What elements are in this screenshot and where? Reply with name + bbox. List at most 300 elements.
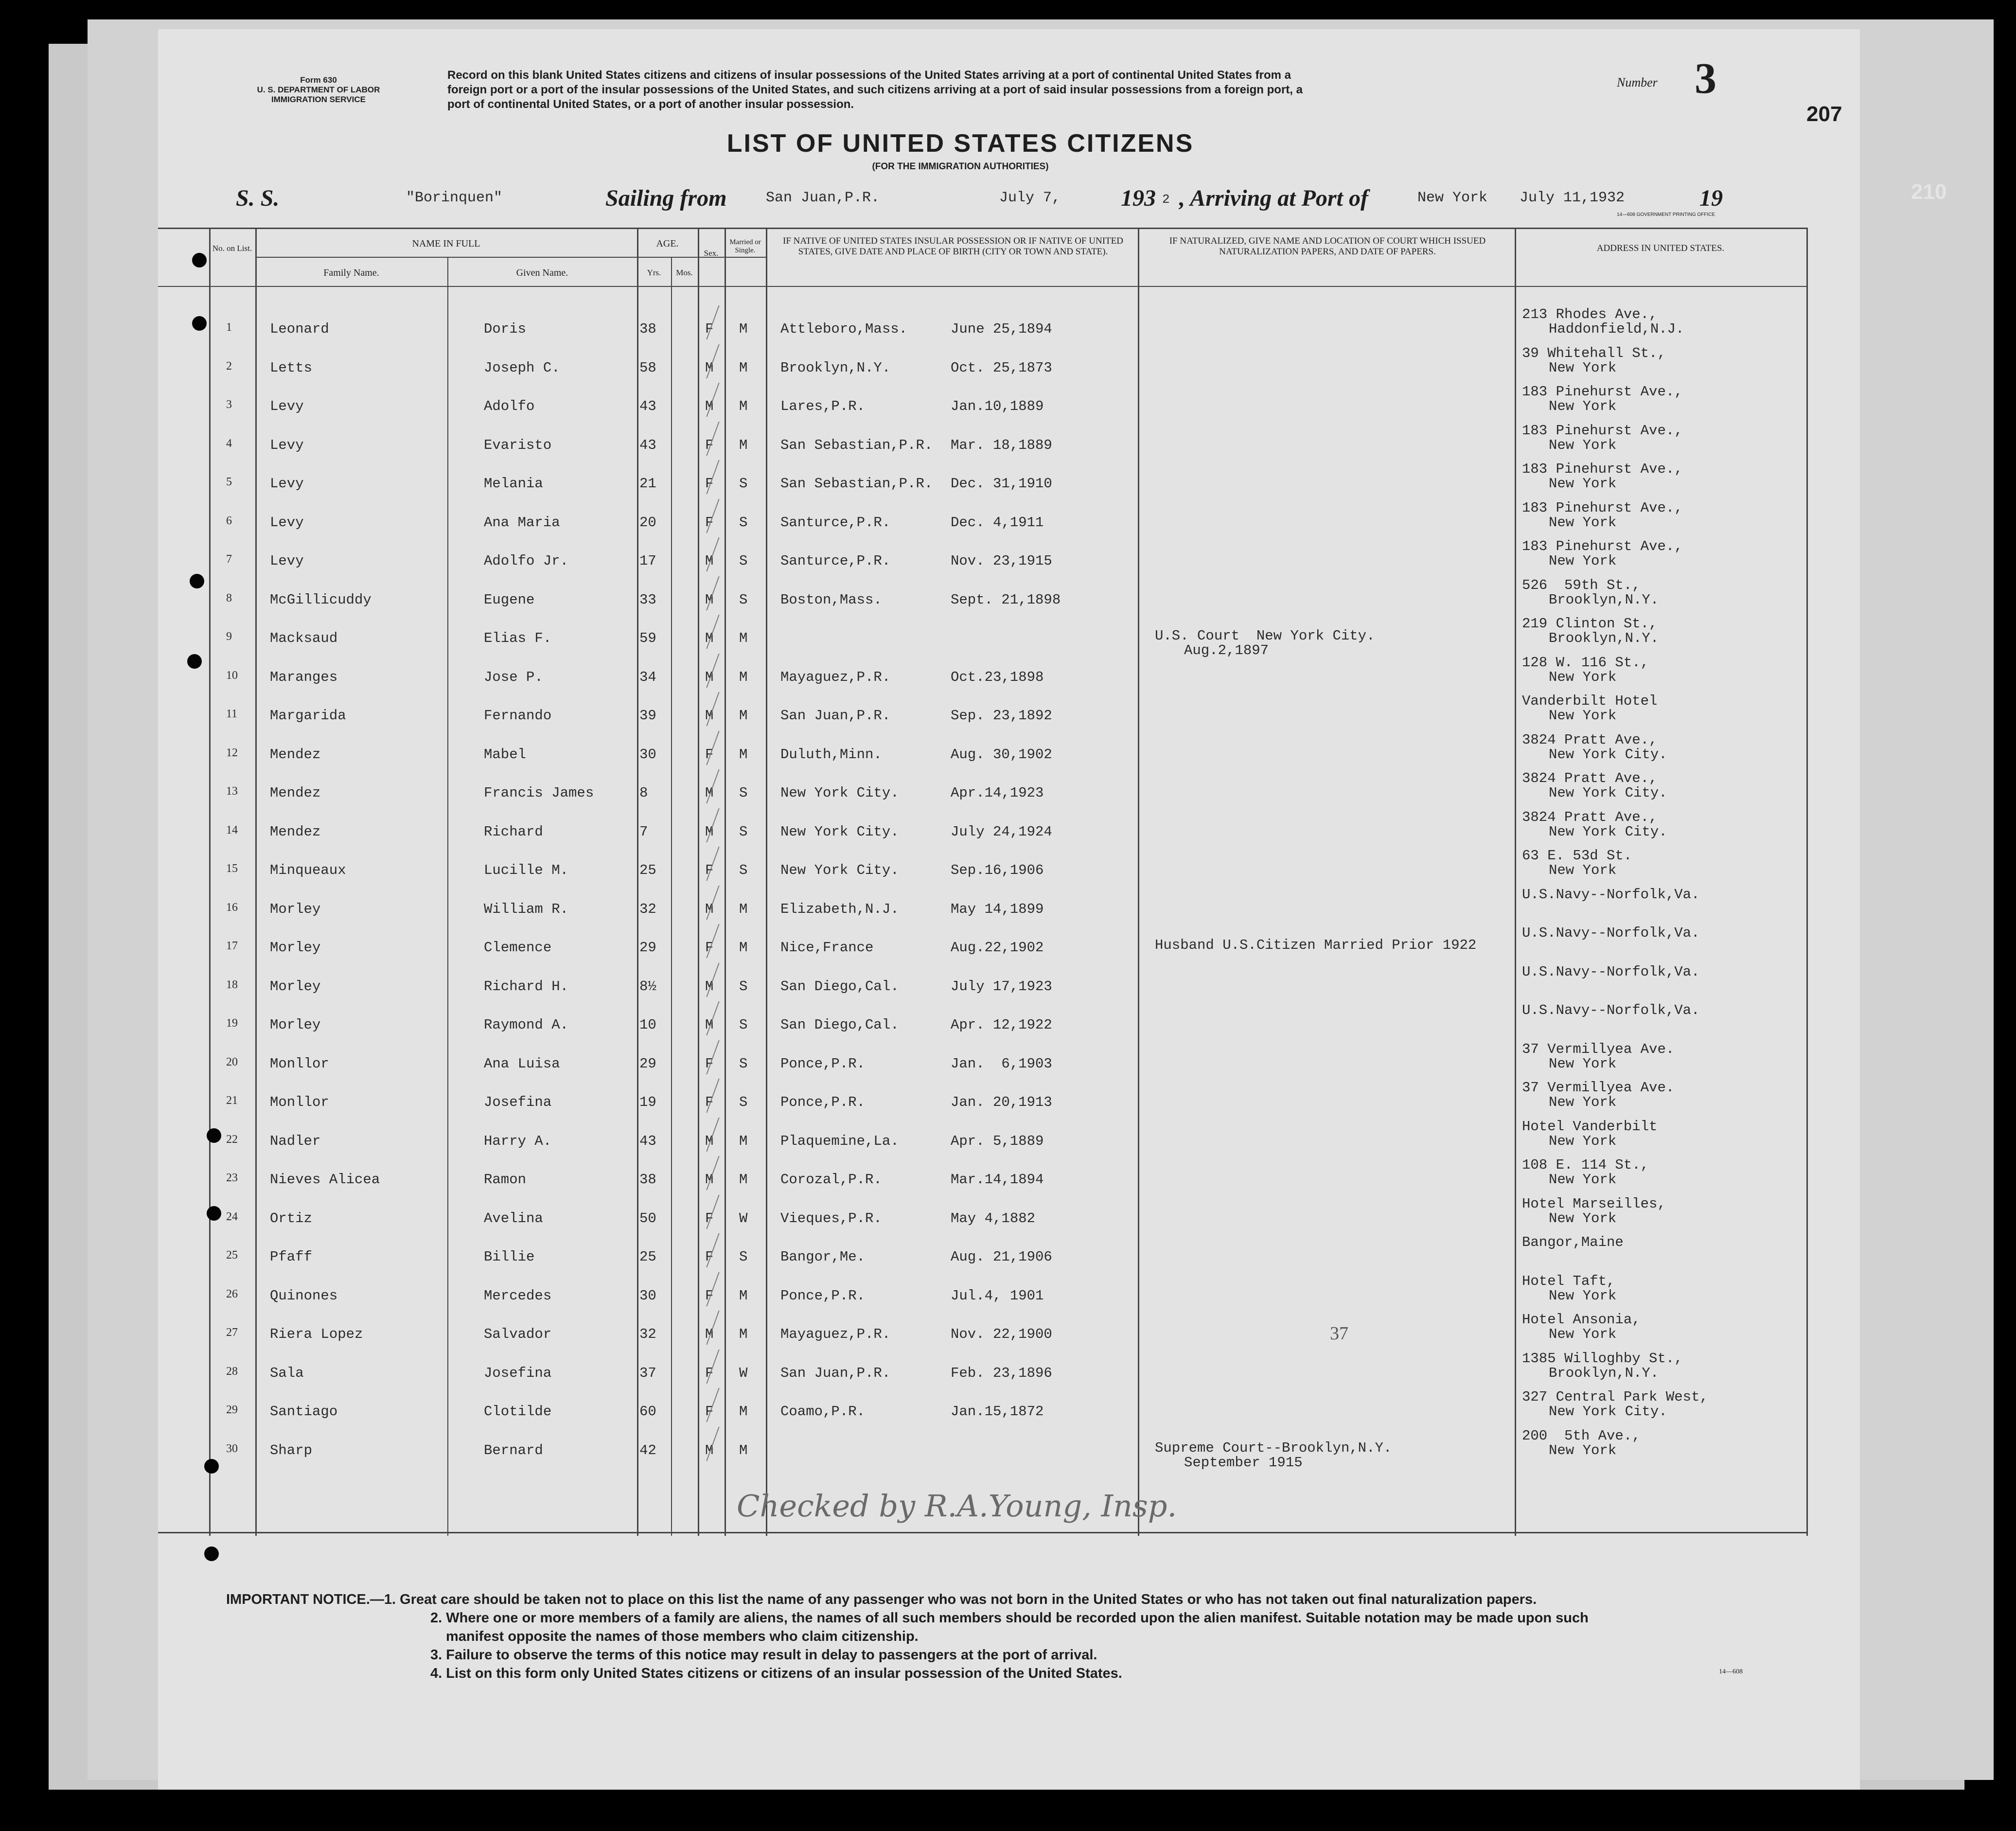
header-bottom-rule	[158, 286, 1806, 287]
sex: F	[705, 1210, 714, 1227]
given-name: Melania	[484, 476, 543, 492]
punch-hole	[190, 574, 204, 588]
address-line-1: 327 Central Park West,	[1522, 1389, 1708, 1405]
row-number: 13	[226, 785, 238, 798]
address-line-1: U.S.Navy--Norfolk,Va.	[1522, 1002, 1700, 1018]
address-line-2: New York City.	[1549, 746, 1667, 763]
row-number: 20	[226, 1055, 238, 1068]
marital-status: M	[739, 1404, 748, 1420]
marital-status: M	[739, 1442, 748, 1458]
birth-date: Jan. 6,1903	[951, 1055, 1052, 1072]
table-row	[158, 1114, 1806, 1152]
table-row	[158, 1423, 1806, 1471]
address-line-2: New York	[1549, 1094, 1617, 1110]
row-number: 26	[226, 1287, 238, 1300]
year-prefix: 193	[1121, 185, 1156, 211]
age-years: 25	[639, 1249, 656, 1265]
address-line-1: 183 Pinehurst Ave.,	[1522, 499, 1683, 516]
family-name: Mendez	[270, 785, 321, 801]
age-years: 43	[639, 1133, 656, 1149]
sex: M	[705, 708, 714, 724]
birth-place: Coamo,P.R.	[780, 1404, 866, 1420]
birth-place: Attleboro,Mass.	[780, 321, 908, 337]
birth-date: Apr. 5,1889	[951, 1133, 1044, 1149]
family-name: Mendez	[270, 746, 321, 763]
list-title: LIST OF UNITED STATES CITIZENS	[726, 129, 1194, 158]
address-line-1: Vanderbilt Hotel	[1522, 693, 1658, 709]
marital-status: M	[739, 321, 748, 337]
birth-date: Jul.4, 1901	[951, 1287, 1044, 1304]
sex: M	[705, 398, 714, 414]
given-name: William R.	[484, 901, 569, 917]
table-row	[158, 302, 1806, 339]
sex: M	[705, 1326, 714, 1342]
sex: F	[705, 746, 714, 763]
marital-status: M	[739, 940, 748, 956]
given-name: Ana Maria	[484, 514, 560, 531]
sailing-label: Sailing from	[605, 185, 727, 211]
family-name: Pfaff	[270, 1249, 313, 1265]
age-years: 33	[639, 591, 656, 608]
family-name: Morley	[270, 978, 321, 995]
address-line-2: New York	[1549, 553, 1617, 569]
address-line-1: 183 Pinehurst Ave.,	[1522, 538, 1683, 554]
age-years: 29	[639, 940, 656, 956]
instructions	[447, 68, 1721, 112]
age-years: 7	[639, 823, 648, 840]
row-number: 15	[226, 862, 238, 875]
sex: M	[705, 1017, 714, 1033]
family-name: Levy	[270, 398, 304, 414]
birth-date: Sep. 23,1892	[951, 708, 1052, 724]
marital-status: M	[739, 708, 748, 724]
list-subtitle: (FOR THE IMMIGRATION AUTHORITIES)	[872, 161, 1049, 172]
age-years: 43	[639, 398, 656, 414]
age-years: 39	[639, 708, 656, 724]
table-row	[158, 1036, 1806, 1074]
birth-date: July 24,1924	[951, 823, 1052, 840]
address-line-1: 183 Pinehurst Ave.,	[1522, 461, 1683, 477]
marital-status: M	[739, 1326, 748, 1342]
birth-date: Dec. 31,1910	[951, 476, 1052, 492]
sex: F	[705, 1365, 714, 1381]
birth-date: Apr. 12,1922	[951, 1017, 1052, 1033]
row-number: 8	[226, 591, 232, 604]
address-line-1: 219 Clinton St.,	[1522, 616, 1658, 632]
table-row	[158, 1152, 1806, 1190]
header-naturalized: IF NATURALIZED, GIVE NAME AND LOCATION OF COURT WHICH ISSUED NATURALIZATION PAPERS, AND DATE OF PAPERS.	[1169, 236, 1486, 257]
sex: M	[705, 553, 714, 569]
age-years: 17	[639, 553, 656, 569]
ship-name: "Borinquen"	[406, 190, 503, 206]
address-line-1: 128 W. 116 St.,	[1522, 654, 1649, 671]
page-number-210: 210	[1911, 180, 1947, 204]
given-name: Josefina	[484, 1365, 552, 1381]
birth-date: July 17,1923	[951, 978, 1052, 995]
birth-place: New York City.	[780, 862, 899, 878]
address-line-1: U.S.Navy--Norfolk,Va.	[1522, 886, 1700, 903]
birth-date: Nov. 23,1915	[951, 553, 1052, 569]
table-row	[158, 340, 1806, 378]
row-number: 2	[226, 359, 232, 373]
given-name: Salvador	[484, 1326, 552, 1342]
sex: F	[705, 1404, 714, 1420]
instructions-line-2: foreign port or a port of the insular possessions of the United States, and such citizens arriving at a port of said insular possessions from a foreign port, a	[447, 83, 1303, 96]
family-name: Ortiz	[270, 1210, 313, 1227]
birth-date: Nov. 22,1900	[951, 1326, 1052, 1342]
family-name: Riera Lopez	[270, 1326, 363, 1342]
header-age: AGE.	[656, 238, 679, 249]
address-line-2: New York	[1549, 1172, 1617, 1188]
address-line-1: U.S.Navy--Norfolk,Va.	[1522, 925, 1700, 941]
sailing-port: San Juan,P.R.	[766, 190, 880, 206]
birth-place: Ponce,P.R.	[780, 1287, 866, 1304]
age-years: 50	[639, 1210, 656, 1227]
sex: F	[705, 1287, 714, 1304]
row-number: 21	[226, 1094, 238, 1107]
family-name: Monllor	[270, 1055, 329, 1072]
arriving-label: , Arriving at Port of	[1179, 185, 1368, 211]
age-years: 42	[639, 1442, 656, 1458]
row-number: 19	[226, 1017, 238, 1030]
sex: F	[705, 862, 714, 878]
table-row	[158, 1307, 1806, 1345]
address-line-1: Hotel Vanderbilt	[1522, 1118, 1658, 1135]
birth-place: Santurce,P.R.	[780, 553, 891, 569]
address-line-1: U.S.Navy--Norfolk,Va.	[1522, 963, 1700, 980]
row-number: 3	[226, 398, 232, 411]
address-line-1: 183 Pinehurst Ave.,	[1522, 422, 1683, 439]
ss-label: S. S.	[236, 185, 280, 211]
family-name: Levy	[270, 514, 304, 531]
notice-item-3: 3. Failure to observe the terms of this notice may result in delay to passengers at the port of arrival.	[430, 1647, 1097, 1663]
row-number: 29	[226, 1404, 238, 1416]
marital-status: M	[739, 630, 748, 646]
sex: M	[705, 978, 714, 995]
row-number: 22	[226, 1133, 238, 1146]
address-line-1: 183 Pinehurst Ave.,	[1522, 384, 1683, 400]
given-name: Jose P.	[484, 669, 543, 685]
family-name: Quinones	[270, 1287, 338, 1304]
family-name: Sharp	[270, 1442, 313, 1458]
address-line-2: New York	[1549, 1055, 1617, 1072]
birth-place: Brooklyn,N.Y.	[780, 359, 891, 376]
row-number: 11	[226, 708, 238, 720]
sex: F	[705, 437, 714, 453]
row-number: 30	[226, 1442, 238, 1455]
birth-date: Jan.10,1889	[951, 398, 1044, 414]
address-line-1: 1385 Willoghby St.,	[1522, 1350, 1683, 1367]
table-top-rule	[158, 228, 1806, 229]
marital-status: S	[739, 862, 748, 878]
birth-date: Jan.15,1872	[951, 1404, 1044, 1420]
header-married-single: Married or Single.	[729, 238, 761, 254]
sex: F	[705, 476, 714, 492]
marital-status: M	[739, 1172, 748, 1188]
address-line-2: New York	[1549, 1287, 1617, 1304]
marital-status: M	[739, 437, 748, 453]
age-years: 34	[639, 669, 656, 685]
sex: M	[705, 785, 714, 801]
row-number: 5	[226, 476, 232, 488]
marital-status: S	[739, 591, 748, 608]
given-name: Elias F.	[484, 630, 552, 646]
table-row	[158, 765, 1806, 803]
passenger-table	[158, 302, 1806, 1532]
table-row	[158, 533, 1806, 571]
address-line-2: New York City.	[1549, 785, 1667, 801]
family-name: Mendez	[270, 823, 321, 840]
marital-status: M	[739, 1133, 748, 1149]
birth-place: Corozal,P.R.	[780, 1172, 882, 1188]
row-number: 23	[226, 1172, 238, 1184]
age-years: 60	[639, 1404, 656, 1420]
given-name: Joseph C.	[484, 359, 560, 376]
header-mos: Mos.	[676, 268, 693, 277]
marital-status: S	[739, 514, 748, 531]
notice-item-2b: manifest opposite the names of those members who claim citizenship.	[446, 1629, 919, 1644]
number-label: Number	[1617, 75, 1658, 89]
year-suffix: 2	[1162, 192, 1170, 207]
table-row	[158, 1268, 1806, 1306]
sex: F	[705, 321, 714, 337]
birth-date: Jan. 20,1913	[951, 1094, 1052, 1110]
department: U. S. DEPARTMENT OF LABOR	[257, 85, 380, 94]
form-number: Form 630	[300, 75, 337, 85]
address-line-2: New York	[1549, 708, 1617, 724]
address-line-2: New York	[1549, 437, 1617, 453]
marital-status: M	[739, 359, 748, 376]
address-line-2: New York City.	[1549, 823, 1667, 840]
family-name: Levy	[270, 553, 304, 569]
family-name: Levy	[270, 437, 304, 453]
marital-status: S	[739, 1094, 748, 1110]
table-row	[158, 688, 1806, 726]
family-name: McGillicuddy	[270, 591, 371, 608]
given-name: Mabel	[484, 746, 527, 763]
address-line-2: Brooklyn,N.Y.	[1549, 591, 1659, 608]
marital-status: S	[739, 785, 748, 801]
header-given-name: Given Name.	[516, 267, 568, 278]
table-row	[158, 418, 1806, 456]
birth-date: Mar.14,1894	[951, 1172, 1044, 1188]
age-years: 20	[639, 514, 656, 531]
address-line-2: New York	[1549, 359, 1617, 376]
given-name: Billie	[484, 1249, 535, 1265]
table-row	[158, 920, 1806, 958]
row-number: 17	[226, 940, 238, 952]
notice-item-1: 1. Great care should be taken not to place on this list the name of any passenger who was not born in the United States or who has not taken out final naturalization papers.	[384, 1592, 1537, 1607]
sex: F	[705, 1249, 714, 1265]
row-number: 4	[226, 437, 232, 450]
sex: F	[705, 940, 714, 956]
given-name: Adolfo	[484, 398, 535, 414]
age-years: 25	[639, 862, 656, 878]
given-name: Mercedes	[484, 1287, 552, 1304]
col-rule	[1806, 228, 1808, 1536]
instructions-line-1: Record on this blank United States citizens and citizens of insular possessions of the United States arriving at a port of continental United States from a	[447, 69, 1291, 82]
year-end: 19	[1699, 185, 1723, 211]
age-years: 32	[639, 901, 656, 917]
marital-status: W	[739, 1365, 748, 1381]
given-name: Eugene	[484, 591, 535, 608]
row-number: 12	[226, 746, 238, 759]
birth-place: San Juan,P.R.	[780, 1365, 891, 1381]
table-row	[158, 456, 1806, 494]
address-line-1: Bangor,Maine	[1522, 1234, 1624, 1250]
given-name: Raymond A.	[484, 1017, 569, 1033]
birth-date: Sept. 21,1898	[951, 591, 1061, 608]
table-row	[158, 1229, 1806, 1267]
naturalization-court: U.S. Court New York City.	[1155, 628, 1375, 644]
marital-status: M	[739, 398, 748, 414]
family-name: Sala	[270, 1365, 304, 1381]
sex: F	[705, 1055, 714, 1072]
birth-place: New York City.	[780, 823, 899, 840]
form-identifier	[221, 75, 416, 105]
table-row	[158, 804, 1806, 842]
table-row	[158, 379, 1806, 417]
address-line-1: 526 59th St.,	[1522, 577, 1641, 593]
given-name: Clotilde	[484, 1404, 552, 1420]
family-name: Letts	[270, 359, 313, 376]
punch-hole	[204, 1547, 219, 1561]
arrival-date: July 11,1932	[1520, 190, 1625, 206]
age-years: 8½	[639, 978, 656, 995]
sex: M	[705, 1133, 714, 1149]
header-no: No. on List.	[212, 244, 252, 253]
marital-status: M	[739, 746, 748, 763]
family-name: Monllor	[270, 1094, 329, 1110]
given-name: Clemence	[484, 940, 552, 956]
table-row	[158, 882, 1806, 920]
header-family-name: Family Name.	[323, 267, 379, 278]
important-notice	[226, 1590, 1831, 1683]
subheader-rule	[255, 257, 766, 258]
sex: F	[705, 1094, 714, 1110]
address-line-2: New York	[1549, 862, 1617, 878]
manifest-page	[158, 29, 1860, 1790]
birth-place: Boston,Mass.	[780, 591, 882, 608]
family-name: Nieves Alicea	[270, 1172, 380, 1188]
row-number: 16	[226, 901, 238, 914]
birth-place: Lares,P.R.	[780, 398, 866, 414]
instructions-line-3: port of continental United States, or a port of another insular possession.	[447, 98, 854, 111]
marital-status: W	[739, 1210, 748, 1227]
table-row	[158, 495, 1806, 533]
naturalization-date: Aug.2,1897	[1184, 642, 1269, 658]
marital-status: S	[739, 553, 748, 569]
birth-place: Ponce,P.R.	[780, 1055, 866, 1072]
birth-date: Oct.23,1898	[951, 669, 1044, 685]
address-line-1: 39 Whitehall St.,	[1522, 345, 1666, 361]
address-line-2: New York	[1549, 1133, 1617, 1149]
given-name: Ramon	[484, 1172, 527, 1188]
number-value: 3	[1695, 54, 1716, 103]
marital-status: M	[739, 669, 748, 685]
printer-mark: 14—608 GOVERNMENT PRINTING OFFICE	[1617, 212, 1715, 217]
birth-place: San Sebastian,P.R.	[780, 437, 933, 453]
birth-place: San Sebastian,P.R.	[780, 476, 933, 492]
age-years: 8	[639, 785, 648, 801]
address-line-2: New York	[1549, 669, 1617, 685]
table-row	[158, 650, 1806, 688]
age-years: 10	[639, 1017, 656, 1033]
table-row	[158, 727, 1806, 765]
address-line-2: Haddonfield,N.J.	[1549, 321, 1684, 337]
address-line-1: 37 Vermillyea Ave.	[1522, 1080, 1675, 1096]
sailing-date: July 7,	[999, 190, 1061, 206]
birth-place: Plaquemine,La.	[780, 1133, 899, 1149]
footer-code: 14—608	[1719, 1668, 1743, 1675]
header-name-in-full: NAME IN FULL	[412, 238, 480, 249]
address-line-1: Hotel Marseilles,	[1522, 1195, 1666, 1212]
given-name: Bernard	[484, 1442, 543, 1458]
sex: M	[705, 591, 714, 608]
birth-date: June 25,1894	[951, 321, 1052, 337]
row-number: 6	[226, 514, 232, 527]
birth-place: Elizabeth,N.J.	[780, 901, 899, 917]
address-line-1: 108 E. 114 St.,	[1522, 1157, 1649, 1173]
row-number: 18	[226, 978, 238, 991]
birth-place: Vieques,P.R.	[780, 1210, 882, 1227]
birth-place: Mayaguez,P.R.	[780, 1326, 891, 1342]
table-row	[158, 1346, 1806, 1384]
family-name: Minqueaux	[270, 862, 346, 878]
address-line-2: New York	[1549, 1210, 1617, 1227]
address-line-1: 3824 Pratt Ave.,	[1522, 809, 1658, 825]
arrival-port: New York	[1417, 190, 1488, 206]
address-line-2: New York	[1549, 476, 1617, 492]
given-name: Fernando	[484, 708, 552, 724]
row-number: 14	[226, 823, 238, 836]
row-number: 1	[226, 321, 232, 334]
marital-status: S	[739, 978, 748, 995]
sex: F	[705, 514, 714, 531]
sex: M	[705, 901, 714, 917]
family-name: Macksaud	[270, 630, 338, 646]
address-line-1: Hotel Taft,	[1522, 1273, 1615, 1289]
sex: M	[705, 1442, 714, 1458]
punch-hole	[187, 654, 202, 669]
service: IMMIGRATION SERVICE	[271, 95, 366, 104]
age-years: 32	[639, 1326, 656, 1342]
marital-status: S	[739, 823, 748, 840]
sex: M	[705, 1172, 714, 1188]
table-row	[158, 572, 1806, 610]
header-birth: IF NATIVE OF UNITED STATES INSULAR POSSESSION OR IF NATIVE OF UNITED STATES, GIVE DATE AND PLACE OF BIRTH (CITY OR TOWN AND STATE).	[783, 236, 1123, 257]
birth-place: Duluth,Minn.	[780, 746, 882, 763]
family-name: Morley	[270, 1017, 321, 1033]
table-row	[158, 1075, 1806, 1113]
notice-label: IMPORTANT NOTICE.—	[226, 1592, 384, 1607]
row-number: 9	[226, 630, 232, 643]
table-row	[158, 997, 1806, 1035]
family-name: Morley	[270, 901, 321, 917]
punch-hole	[207, 1206, 221, 1221]
birth-place: Nice,France	[780, 940, 874, 956]
address-line-2: Brooklyn,N.Y.	[1549, 630, 1659, 646]
address-line-1: 200 5th Ave.,	[1522, 1427, 1641, 1444]
given-name: Adolfo Jr.	[484, 553, 569, 569]
birth-place: San Diego,Cal.	[780, 978, 899, 995]
family-name: Levy	[270, 476, 304, 492]
address-line-1: Hotel Ansonia,	[1522, 1312, 1641, 1328]
notice-item-4: 4. List on this form only United States citizens or citizens of an insular possession of the United States.	[430, 1666, 1122, 1681]
address-line-2: New York City.	[1549, 1404, 1667, 1420]
row-number: 7	[226, 553, 232, 566]
age-years: 19	[639, 1094, 656, 1110]
